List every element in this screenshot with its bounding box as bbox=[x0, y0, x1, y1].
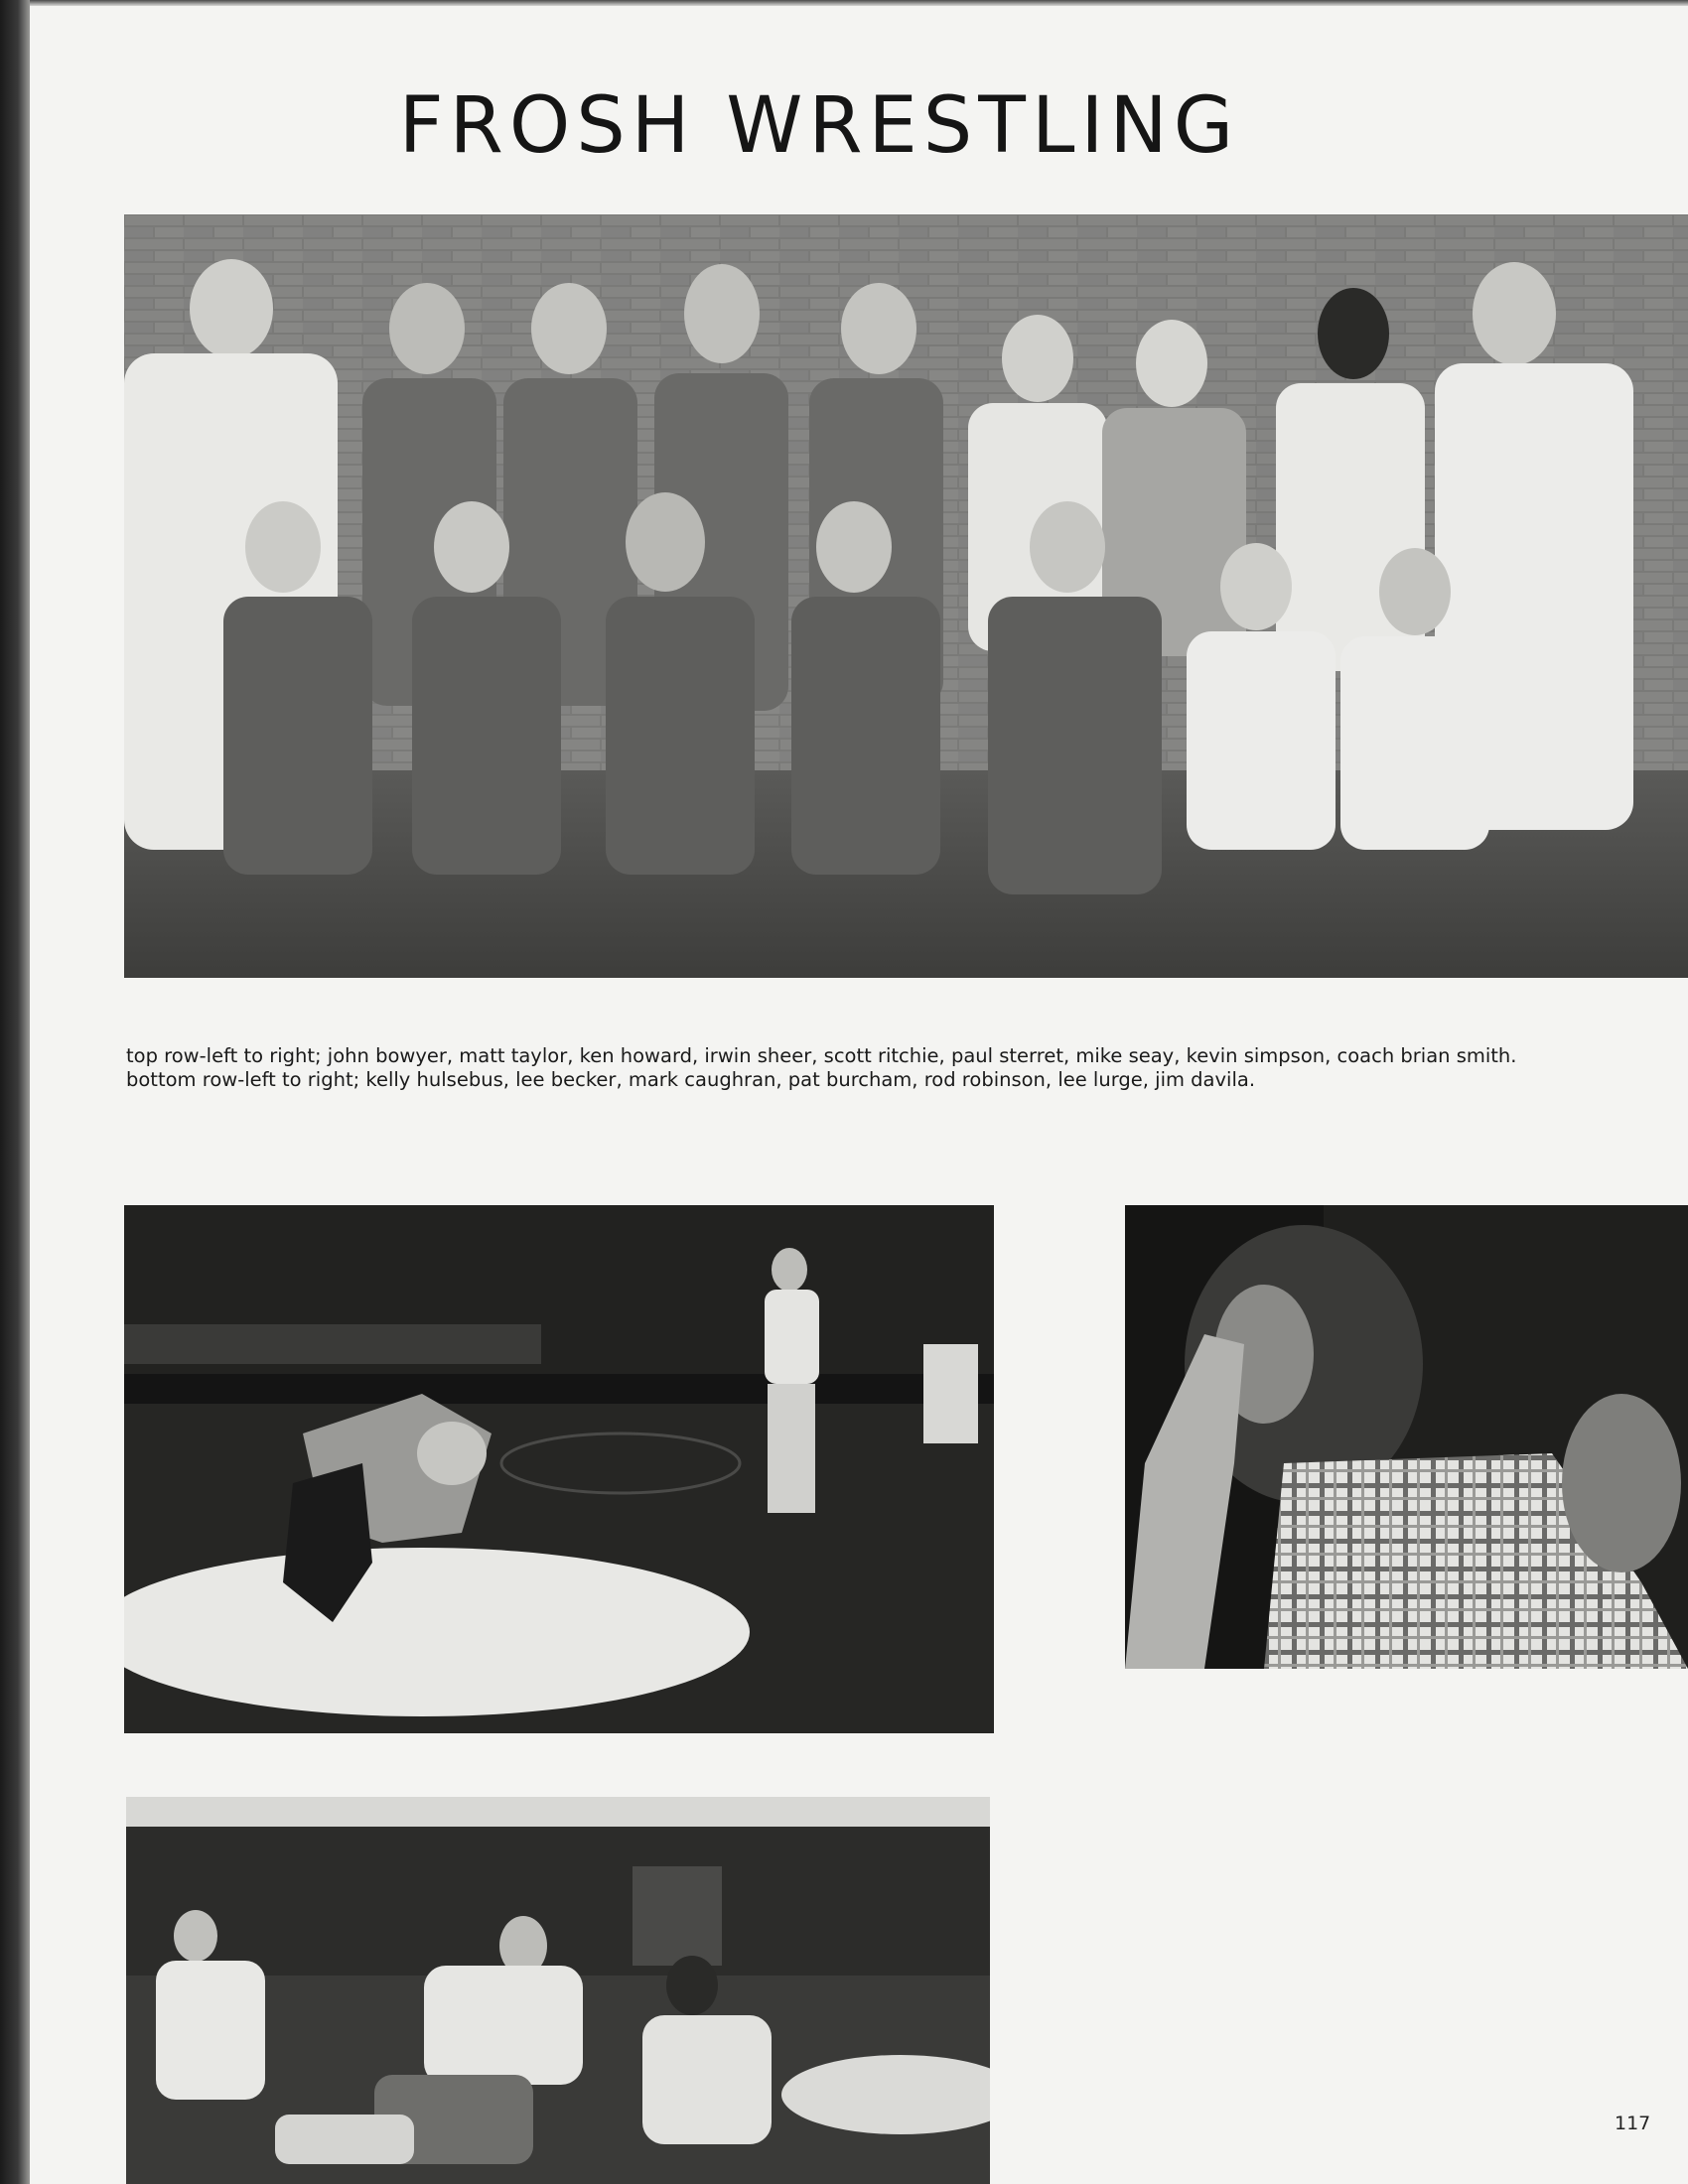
page-number: 117 bbox=[1615, 2113, 1651, 2134]
team-photo-caption: top row-left to right; john bowyer, matt taylor, ken howard, irwin sheer, scott ritchie, paul sterret, mike seay, kevin simpson, coach brian smith. bottom row-left to right; kelly hulsebus, lee becker, mark caughran, pat burcham, rod robinson, lee lurge, jim davila. bbox=[126, 1044, 1517, 1091]
team-warmup-photo bbox=[126, 1797, 990, 2184]
binding-shadow bbox=[0, 0, 30, 2184]
page-edge-rule bbox=[30, 0, 1688, 6]
team-photo bbox=[124, 214, 1688, 978]
match-action-photo bbox=[124, 1205, 994, 1733]
page-title: FROSH WRESTLING bbox=[398, 81, 1240, 171]
coach-closeup-photo bbox=[1125, 1205, 1688, 1669]
